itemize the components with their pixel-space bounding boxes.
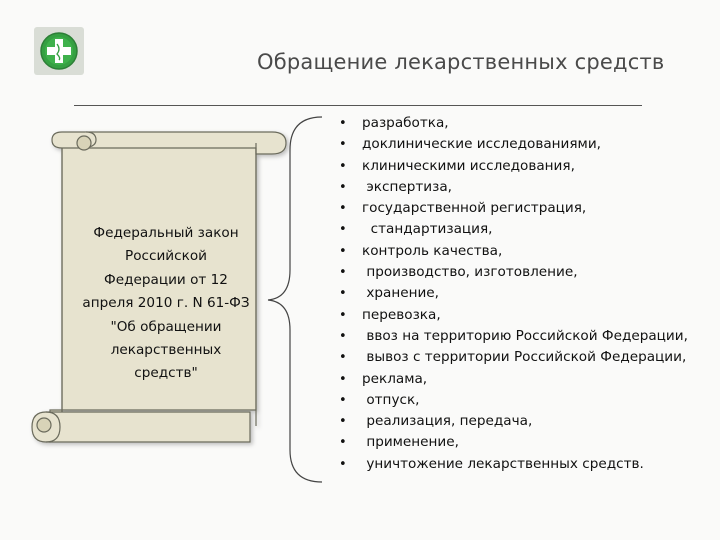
bullet-icon: • xyxy=(339,392,347,408)
list-item xyxy=(338,241,688,262)
bullet-icon: • xyxy=(339,286,347,302)
list-item xyxy=(338,390,688,411)
list-item xyxy=(338,219,688,240)
list-item xyxy=(338,134,688,155)
list-item-text: экспертиза, xyxy=(362,178,452,195)
bullet-icon: • xyxy=(339,414,347,430)
list-item-text: клиническими исследования, xyxy=(362,157,575,174)
list-item xyxy=(338,156,688,177)
scroll-line: средств" xyxy=(134,365,198,382)
bullet-icon: • xyxy=(339,435,347,451)
list-item xyxy=(338,369,688,390)
bullet-icon: • xyxy=(339,456,347,472)
scroll-line: Федерации от 12 xyxy=(104,271,228,288)
bullet-icon: • xyxy=(339,222,347,238)
list-item xyxy=(338,262,688,283)
page-title: Обращение лекарственных средств xyxy=(257,50,665,74)
scroll-line: Российской xyxy=(125,248,207,265)
list-item-text: реализация, передача, xyxy=(362,413,533,430)
scroll-line: апреля 2010 г. N 61-ФЗ xyxy=(82,295,250,312)
list-item xyxy=(338,198,688,219)
scroll-line: Федеральный закон xyxy=(93,225,239,241)
scroll-line: "Об обращении xyxy=(110,318,222,335)
bullet-icon: • xyxy=(339,265,347,281)
list-item-text: доклинические исследованиями, xyxy=(362,136,601,153)
list-item-text: государственной регистрация, xyxy=(362,200,587,217)
list-item-text: хранение, xyxy=(362,285,439,302)
list-item xyxy=(338,326,688,347)
list-item xyxy=(338,305,688,326)
list-item-text: уничтожение лекарственных средств. xyxy=(362,455,644,472)
activity-list xyxy=(338,113,688,475)
bullet-icon: • xyxy=(339,307,347,323)
list-item-text: разработка, xyxy=(362,115,449,131)
list-item-text: применение, xyxy=(362,434,459,451)
bullet-icon: • xyxy=(339,179,347,195)
list-item xyxy=(338,347,688,368)
bullet-icon: • xyxy=(339,116,347,131)
bullet-icon: • xyxy=(339,243,347,259)
bullet-icon: • xyxy=(339,328,347,344)
bullet-icon: • xyxy=(339,158,347,174)
list-item xyxy=(338,283,688,304)
bullet-icon: • xyxy=(339,201,347,217)
list-item-text: вывоз с территории Российской Федерации, xyxy=(362,349,687,366)
list-item-text: производство, изготовление, xyxy=(362,264,578,281)
list-item xyxy=(338,113,688,134)
list-item xyxy=(338,177,688,198)
bullet-icon: • xyxy=(339,350,347,366)
list-item-text: отпуск, xyxy=(362,391,420,408)
list-item-text: ввоз на территорию Российской Федерации, xyxy=(362,327,688,344)
list-item-text: реклама, xyxy=(362,370,428,387)
bullet-icon: • xyxy=(339,137,347,153)
scroll-line: лекарственных xyxy=(110,342,222,359)
list-item xyxy=(338,432,688,453)
list-item-text: перевозка, xyxy=(362,306,441,323)
list-item-text: контроль качества, xyxy=(362,242,503,259)
list-item-text: стандартизация, xyxy=(362,221,493,238)
list-item xyxy=(338,411,688,432)
list-item xyxy=(338,454,688,475)
bullet-icon: • xyxy=(339,371,347,387)
